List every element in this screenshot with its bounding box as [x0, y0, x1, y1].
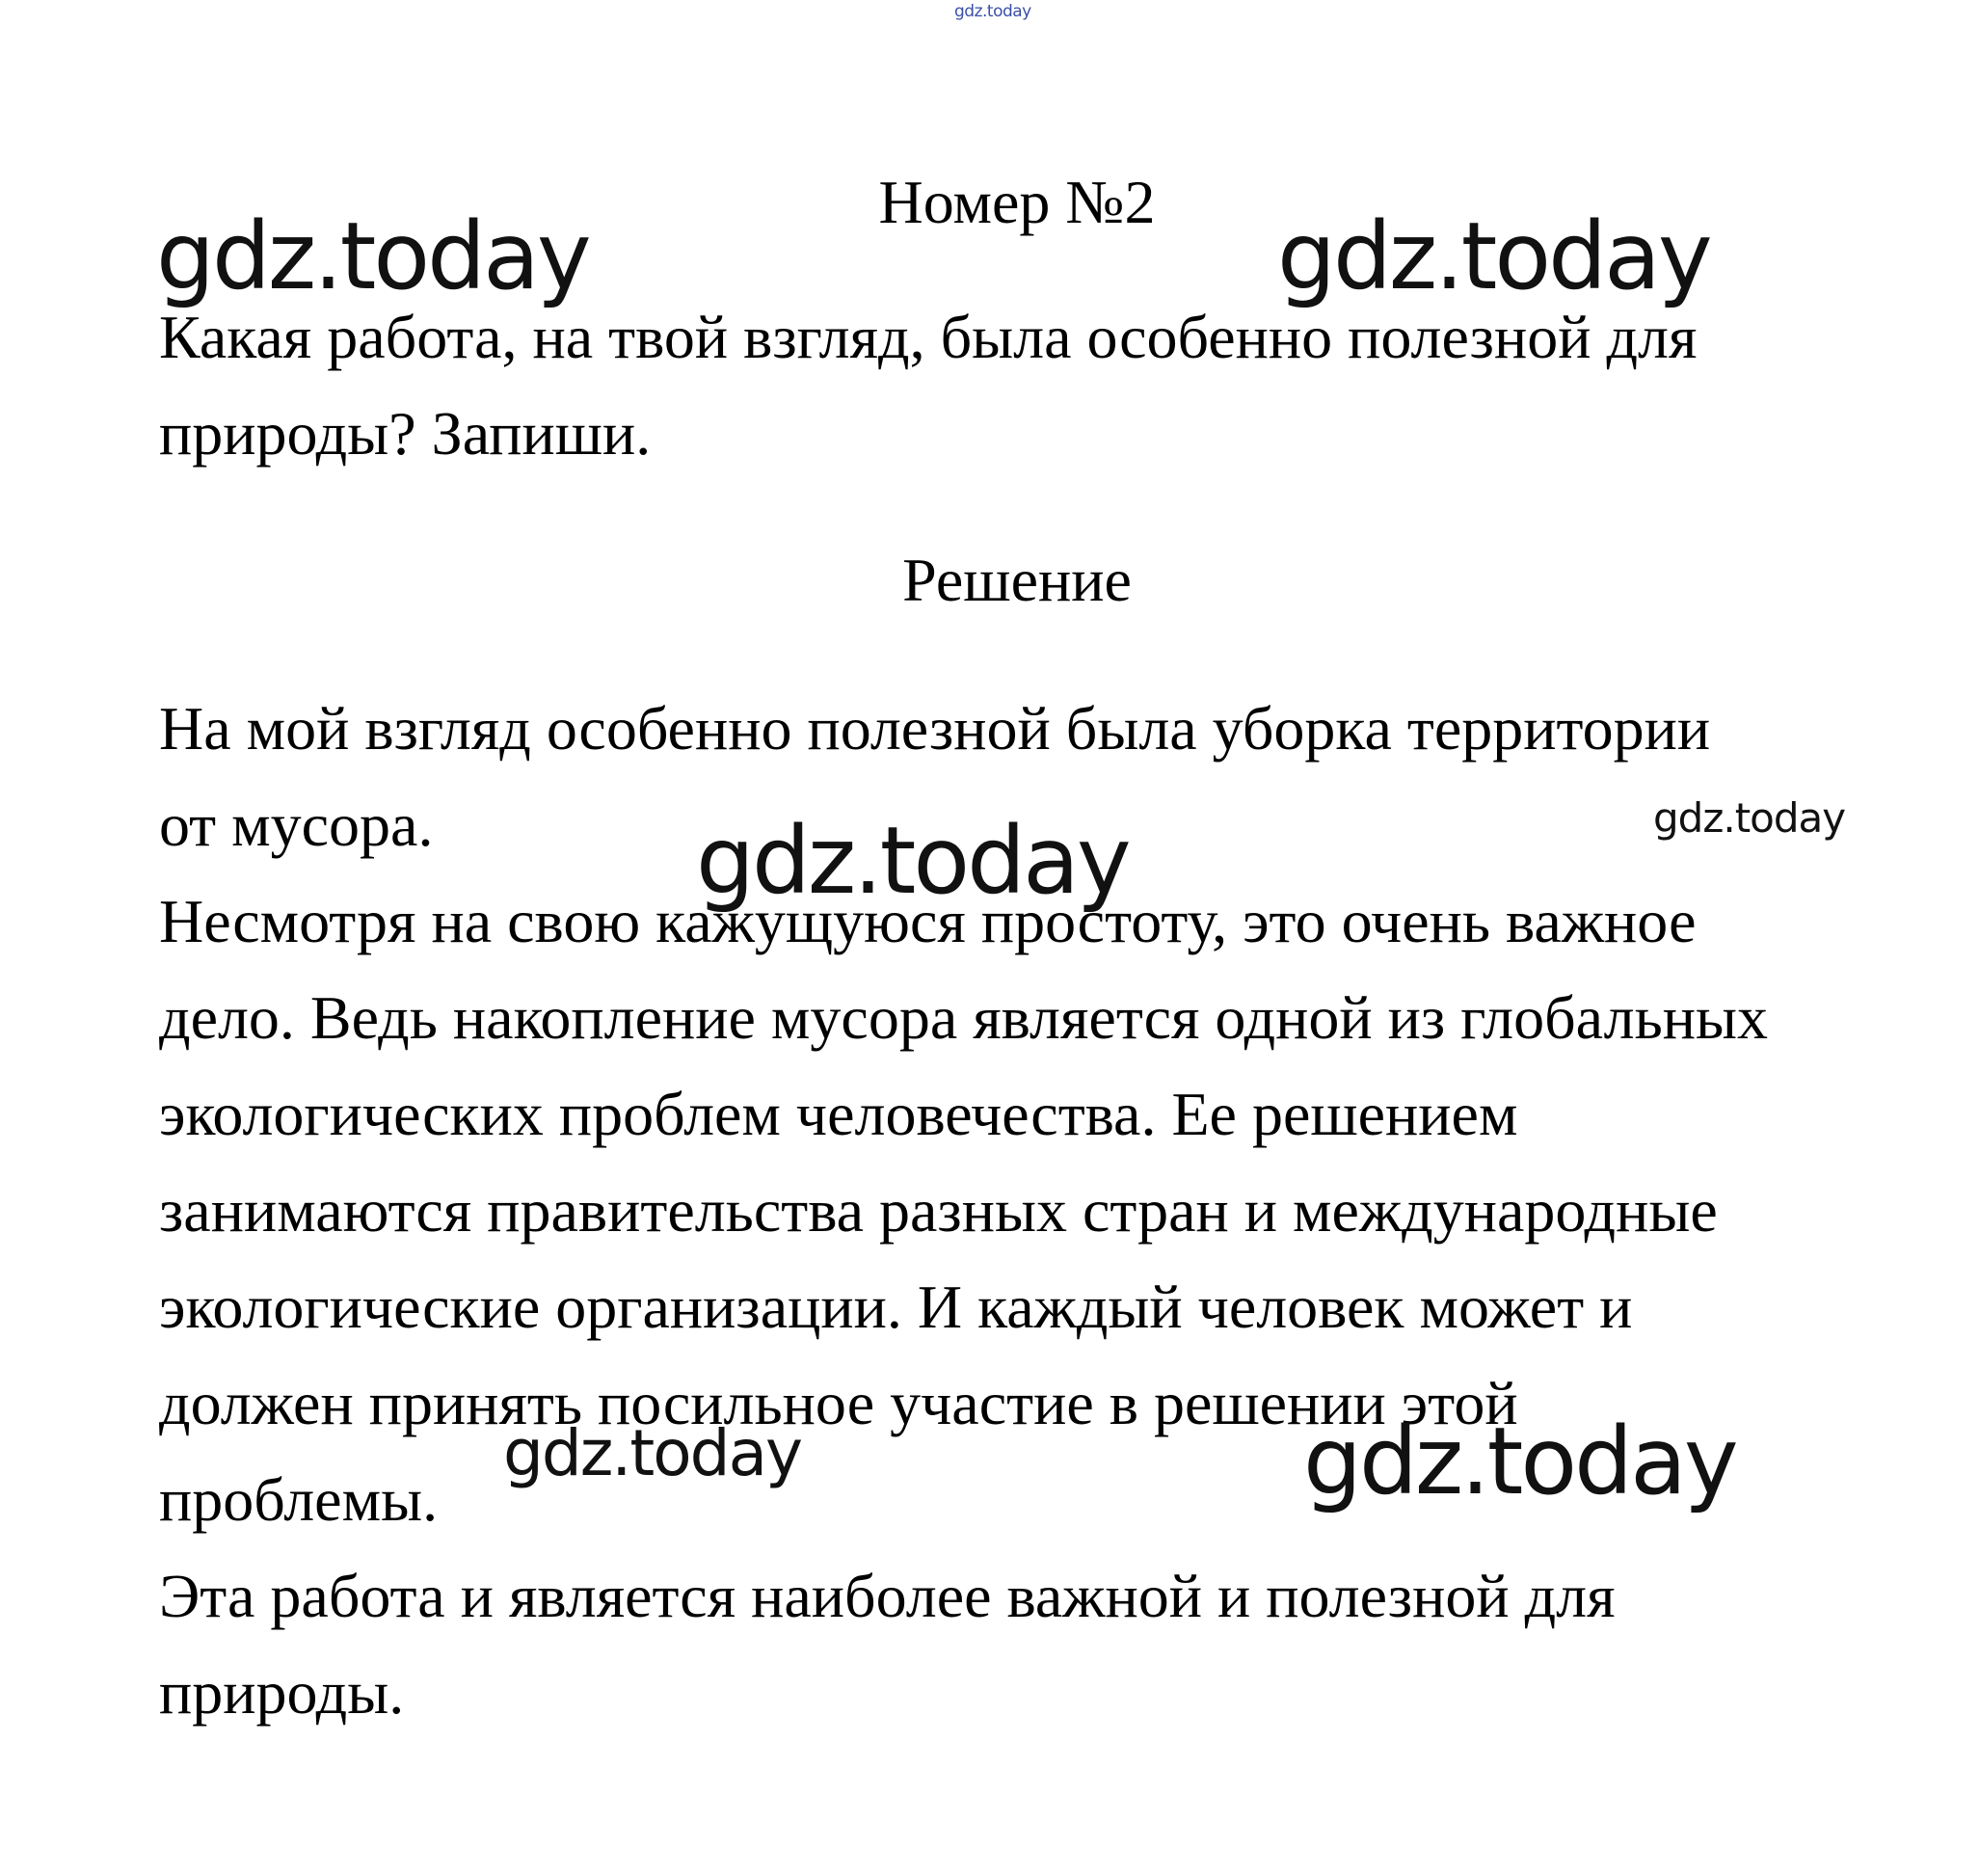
question-line-1: Какая работа, на твой взгляд, была особенно полезной для — [159, 303, 1698, 371]
solution-title: Решение — [902, 546, 1132, 614]
task-title: Номер №2 — [878, 168, 1156, 236]
watermark-4: gdz.today — [1653, 794, 1846, 842]
solution-line-6: занимаются правительства разных стран и международные — [159, 1176, 1718, 1245]
watermark-6: gdz.today — [1303, 1407, 1736, 1515]
watermark-5: gdz.today — [503, 1416, 802, 1490]
solution-line-1: На мой взгляд особенно полезной была уборка территории — [159, 694, 1711, 763]
top-watermark: gdz.today — [954, 2, 1031, 21]
solution-line-8: должен принять посильное участие в решении этой — [159, 1369, 1518, 1437]
solution-line-2: от мусора. — [159, 791, 434, 859]
solution-line-11: природы. — [159, 1658, 405, 1727]
solution-line-4: дело. Ведь накопление мусора является одной из глобальных — [159, 983, 1768, 1052]
watermark-1: gdz.today — [156, 202, 589, 310]
solution-line-3: Несмотря на свою кажущуюся простоту, это очень важное — [159, 887, 1697, 955]
solution-line-9: проблемы. — [159, 1465, 439, 1534]
solution-line-7: экологические организации. И каждый человек может и — [159, 1273, 1633, 1341]
watermark-3: gdz.today — [696, 807, 1129, 915]
solution-line-5: экологических проблем человечества. Ее решением — [159, 1080, 1518, 1148]
solution-line-10: Эта работа и является наиболее важной и полезной для — [159, 1562, 1616, 1630]
watermark-2: gdz.today — [1277, 202, 1710, 310]
question-line-2: природы? Запиши. — [159, 399, 652, 468]
